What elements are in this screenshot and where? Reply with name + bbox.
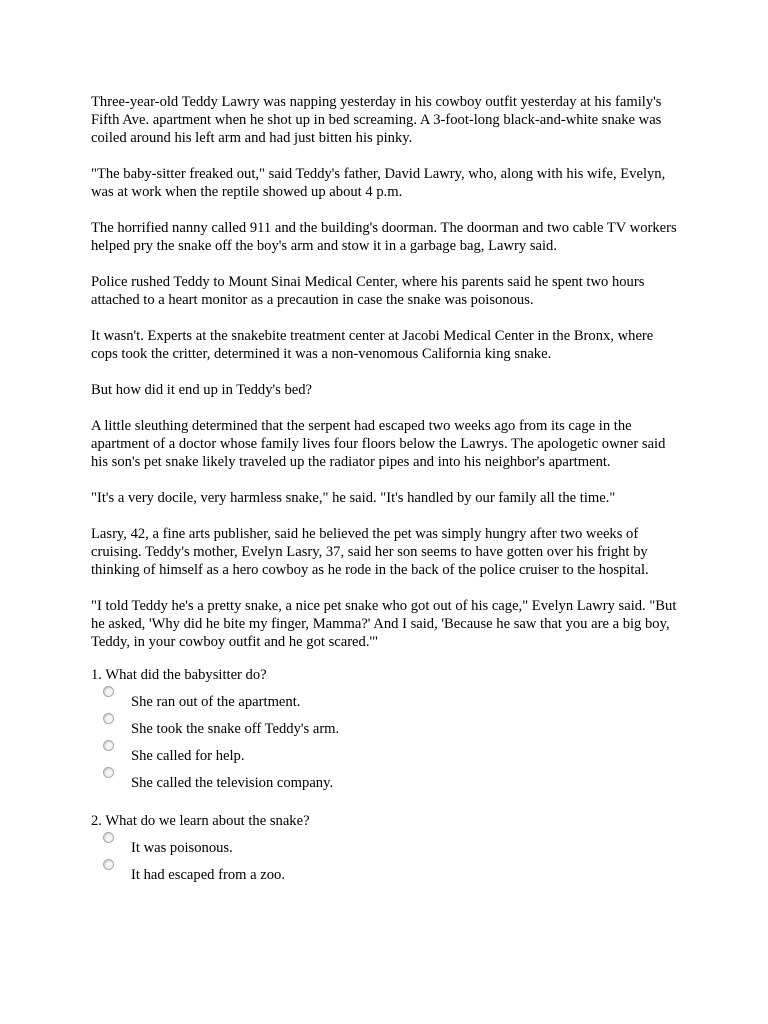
answer-label[interactable]: It was poisonous. — [131, 840, 233, 856]
radio-button[interactable] — [103, 832, 114, 843]
article — [91, 93, 681, 669]
article-paragraph: But how did it end up in Teddy's bed? — [91, 382, 313, 398]
answer-label[interactable]: She ran out of the apartment. — [131, 694, 301, 710]
question-1 — [91, 666, 681, 794]
answer-option[interactable] — [91, 686, 681, 713]
quiz — [91, 666, 681, 904]
answer-option[interactable] — [91, 767, 681, 794]
article-paragraph: "It's a very docile, very harmless snake," he said. "It's handled by our family all the time." — [91, 490, 616, 506]
answer-label[interactable]: It had escaped from a zoo. — [131, 867, 285, 883]
answer-label[interactable]: She called the television company. — [131, 775, 334, 791]
answer-options — [91, 686, 681, 794]
article-paragraph: Lasry, 42, a fine arts publisher, said he believed the pet was simply hungry after two weeks of cruising. Teddy's mother, Evelyn Lasry, 37, said her son seems to have gotten over his fright by thinking of himself as a hero cowboy as he rode in the back of the police cruiser to the hospital. — [91, 526, 649, 578]
answer-label[interactable]: She took the snake off Teddy's arm. — [131, 721, 340, 737]
radio-button[interactable] — [103, 740, 114, 751]
answer-option[interactable] — [91, 713, 681, 740]
answer-option[interactable] — [91, 740, 681, 767]
question-2 — [91, 812, 681, 886]
article-paragraph: It wasn't. Experts at the snakebite treatment center at Jacobi Medical Center in the Bronx, where cops took the critter, determined it was a non-venomous California king snake. — [91, 328, 654, 362]
question-text: 1. What did the babysitter do? — [91, 667, 267, 683]
answer-option[interactable] — [91, 859, 681, 886]
radio-button[interactable] — [103, 713, 114, 724]
radio-button[interactable] — [103, 859, 114, 870]
radio-button[interactable] — [103, 686, 114, 697]
radio-button[interactable] — [103, 767, 114, 778]
article-paragraph: "The baby-sitter freaked out," said Teddy's father, David Lawry, who, along with his wife, Evelyn, was at work when the reptile showed up about 4 p.m. — [91, 166, 666, 200]
article-paragraph: "I told Teddy he's a pretty snake, a nice pet snake who got out of his cage," Evelyn Lawry said. "But he asked, 'Why did he bite my finger, Mamma?' And I said, 'Because he saw that you are a big boy, Teddy, in your cowboy outfit and he got scared.'" — [91, 598, 677, 650]
article-paragraph: A little sleuthing determined that the serpent had escaped two weeks ago from its cage in the apartment of a doctor whose family lives four floors below the Lawrys. The apologetic owner said his son's pet snake likely traveled up the radiator pipes and into his neighbor's apartment. — [91, 418, 666, 470]
answer-label[interactable]: She called for help. — [131, 748, 245, 764]
answer-option[interactable] — [91, 832, 681, 859]
question-text: 2. What do we learn about the snake? — [91, 813, 310, 829]
answer-options — [91, 832, 681, 886]
article-paragraph: Police rushed Teddy to Mount Sinai Medical Center, where his parents said he spent two hours attached to a heart monitor as a precaution in case the snake was poisonous. — [91, 274, 645, 308]
article-paragraph: Three-year-old Teddy Lawry was napping yesterday in his cowboy outfit yesterday at his family's Fifth Ave. apartment when he shot up in bed screaming. A 3-foot-long black-and-white snake was coiled around his left arm and had just bitten his pinky. — [91, 94, 662, 146]
article-paragraph: The horrified nanny called 911 and the building's doorman. The doorman and two cable TV workers helped pry the snake off the boy's arm and stow it in a garbage bag, Lawry said. — [91, 220, 677, 254]
